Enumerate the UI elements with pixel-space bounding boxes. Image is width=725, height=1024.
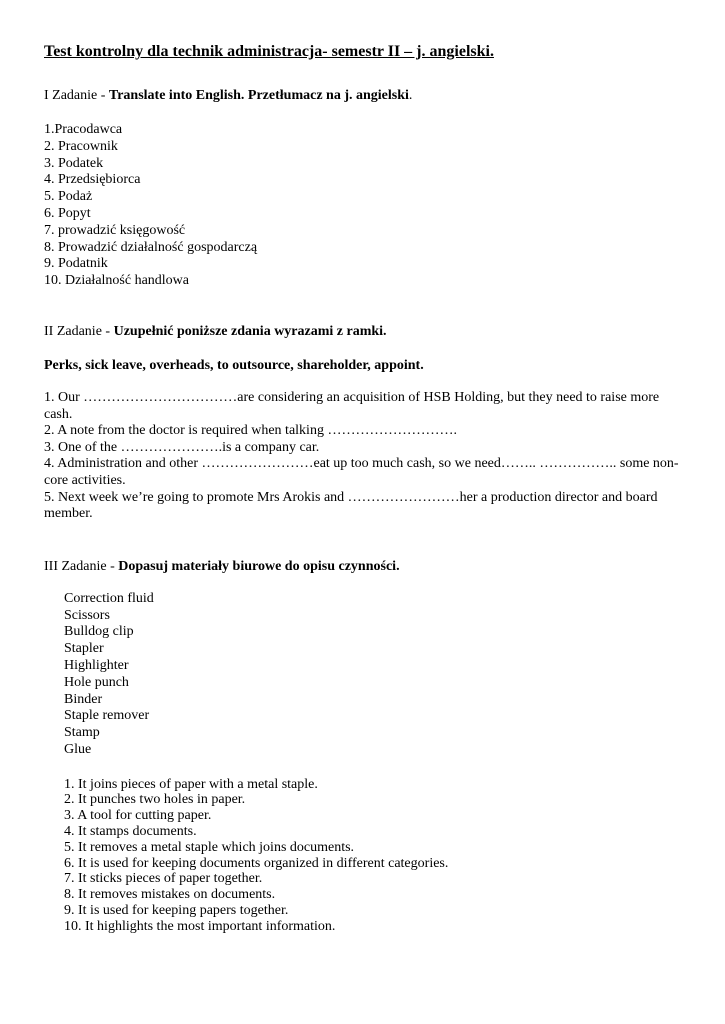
list-item: Highlighter xyxy=(64,657,129,673)
list-item: 7. It sticks pieces of paper together. xyxy=(64,871,263,887)
list-item: Bulldog clip xyxy=(64,624,134,640)
task1-prefix: I Zadanie - xyxy=(44,88,109,103)
task3-instruction: Dopasuj materiały biurowe do opisu czynności xyxy=(118,558,397,574)
list-item: 7. prowadzić księgowość xyxy=(44,222,186,238)
task2-instruction: Uzupełnić poniższe zdania wyrazami z ramki. xyxy=(113,323,387,339)
sentence-item: 3. One of the ………………….is a company car. xyxy=(44,439,320,455)
list-item: Stapler xyxy=(64,641,104,657)
list-item: Staple remover xyxy=(64,708,150,724)
list-item: 8. It removes mistakes on documents. xyxy=(64,887,276,903)
task2-word-box: Perks, sick leave, overheads, to outsource, shareholder, appoint. xyxy=(44,357,424,373)
list-item: 4. Przedsiębiorca xyxy=(44,172,141,188)
sentence-item: 1. Our ……………………………are considering an acquisition of HSB Holding, but they need to raise more cash. xyxy=(44,389,660,422)
task3-description-list xyxy=(44,777,684,935)
sentence-item: 2. A note from the doctor is required when talking ………………………. xyxy=(44,423,457,439)
list-item: Correction fluid xyxy=(64,590,154,606)
list-item: 1. It joins pieces of paper with a metal staple. xyxy=(64,776,318,792)
task3-heading xyxy=(44,559,684,575)
task1-instruction: Translate into English. Przetłumacz na j. angielski xyxy=(108,88,409,103)
list-item: 9. Podatnik xyxy=(44,256,108,272)
page-title: Test kontrolny dla technik administracja- semestr II – j. angielski. xyxy=(44,43,494,60)
task2-sentences xyxy=(44,390,684,523)
list-item: 3. A tool for cutting paper. xyxy=(64,808,212,824)
list-item: Scissors xyxy=(64,607,110,623)
task1-suffix: . xyxy=(408,88,413,103)
list-item: 5. Podaż xyxy=(44,189,93,205)
list-item: 1.Pracodawca xyxy=(44,122,123,137)
list-item: 5. It removes a metal staple which joins documents. xyxy=(64,839,355,855)
list-item: 6. Popyt xyxy=(44,205,91,221)
task3-prefix: III Zadanie - xyxy=(44,558,119,574)
task3-tool-list xyxy=(44,591,684,759)
list-item: 2. It punches two holes in paper. xyxy=(64,792,246,808)
list-item: Hole punch xyxy=(64,674,129,690)
list-item: 9. It is used for keeping papers together. xyxy=(64,903,289,919)
list-item: 2. Pracownik xyxy=(44,138,118,154)
document-page xyxy=(44,42,684,935)
list-item: 10. It highlights the most important information. xyxy=(64,918,336,934)
list-item: 6. It is used for keeping documents organized in different categories. xyxy=(64,855,449,871)
list-item: Binder xyxy=(64,691,103,707)
task1-heading xyxy=(44,88,684,104)
list-item: Stamp xyxy=(64,725,100,741)
task2-heading xyxy=(44,324,684,340)
task3-suffix: . xyxy=(396,558,400,574)
list-item: 8. Prowadzić działalność gospodarczą xyxy=(44,239,258,255)
list-item: Glue xyxy=(64,741,92,757)
task2-prefix: II Zadanie - xyxy=(44,323,114,339)
list-item: 4. It stamps documents. xyxy=(64,824,197,840)
sentence-item: 4. Administration and other ……………………eat up too much cash, so we need…….. …………….. some non-core activities. xyxy=(44,456,679,488)
list-item: 3. Podatek xyxy=(44,155,104,171)
sentence-item: 5. Next week we’re going to promote Mrs Arokis and ……………………her a production director and board member. xyxy=(44,489,658,522)
task1-word-list xyxy=(44,122,684,290)
list-item: 10. Działalność handlowa xyxy=(44,273,190,289)
